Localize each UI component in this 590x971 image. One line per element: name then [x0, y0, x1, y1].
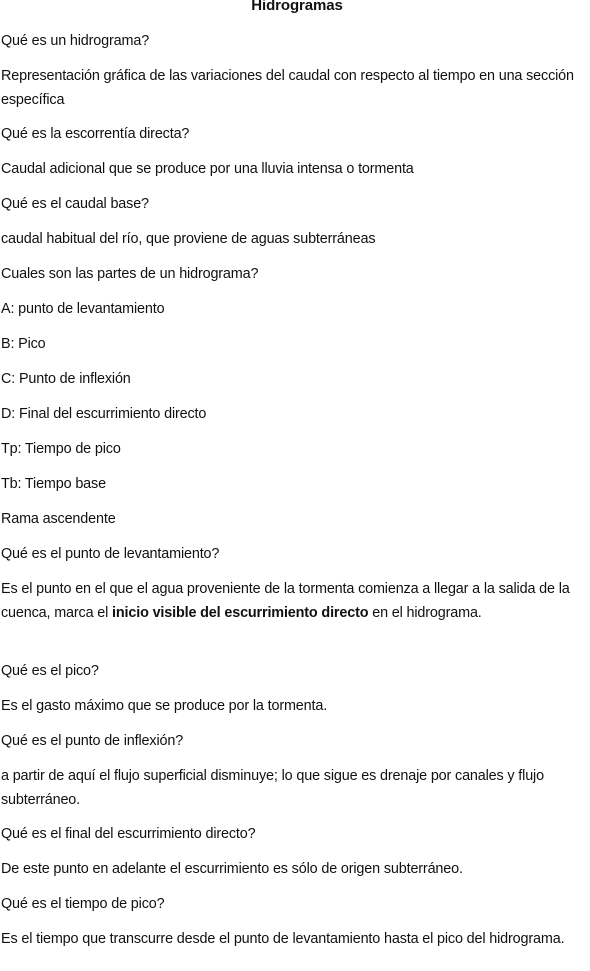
- question-final-escurrimiento: Qué es el final del escurrimiento directo?: [1, 826, 256, 842]
- question-partes-hidrograma: Cuales son las partes de un hidrograma?: [1, 266, 259, 282]
- answer-escorrentia-directa: Caudal adicional que se produce por una lluvia intensa o tormenta: [1, 161, 414, 177]
- answer-tiempo-pico: Es el tiempo que transcurre desde el punto de levantamiento hasta el pico del hidrograma.: [1, 931, 565, 947]
- part-b: B: Pico: [1, 336, 46, 352]
- question-escorrentia-directa: Qué es la escorrentía directa?: [1, 126, 190, 142]
- question-pico: Qué es el pico?: [1, 663, 99, 679]
- question-tiempo-pico: Qué es el tiempo de pico?: [1, 896, 165, 912]
- part-c: C: Punto de inflexión: [1, 371, 131, 387]
- answer-punto-inflexion: a partir de aquí el flujo superficial disminuye; lo que sigue es drenaje por canales y flujo subterráneo.: [1, 768, 544, 808]
- question-punto-levantamiento: Qué es el punto de levantamiento?: [1, 546, 220, 562]
- part-tp: Tp: Tiempo de pico: [1, 441, 121, 457]
- document-title: Hidrogramas: [251, 0, 343, 14]
- answer-final-escurrimiento: De este punto en adelante el escurrimiento es sólo de origen subterráneo.: [1, 861, 463, 877]
- question-caudal-base: Qué es el caudal base?: [1, 196, 149, 212]
- part-rama-ascendente: Rama ascendente: [1, 511, 116, 527]
- part-a: A: punto de levantamiento: [1, 301, 165, 317]
- part-d: D: Final del escurrimiento directo: [1, 406, 207, 422]
- part-tb: Tb: Tiempo base: [1, 476, 106, 492]
- answer-punto-levantamiento: [1, 577, 589, 625]
- answer-hidrograma: Representación gráfica de las variaciones del caudal con respecto al tiempo en una sección específica: [1, 68, 574, 108]
- question-punto-inflexion: Qué es el punto de inflexión?: [1, 733, 184, 749]
- answer-text-bold: inicio visible del escurrimiento directo: [112, 605, 369, 621]
- answer-pico: Es el gasto máximo que se produce por la tormenta.: [1, 698, 328, 714]
- answer-text-end: en el hidrograma.: [372, 605, 482, 621]
- answer-caudal-base: caudal habitual del río, que proviene de aguas subterráneas: [1, 231, 376, 247]
- answer-text-start: Es el punto en el que el agua proveniente de la tormenta comienza a llegar a la salida de la cuenca, marca el: [1, 581, 570, 621]
- question-hidrograma: Qué es un hidrograma?: [1, 33, 150, 49]
